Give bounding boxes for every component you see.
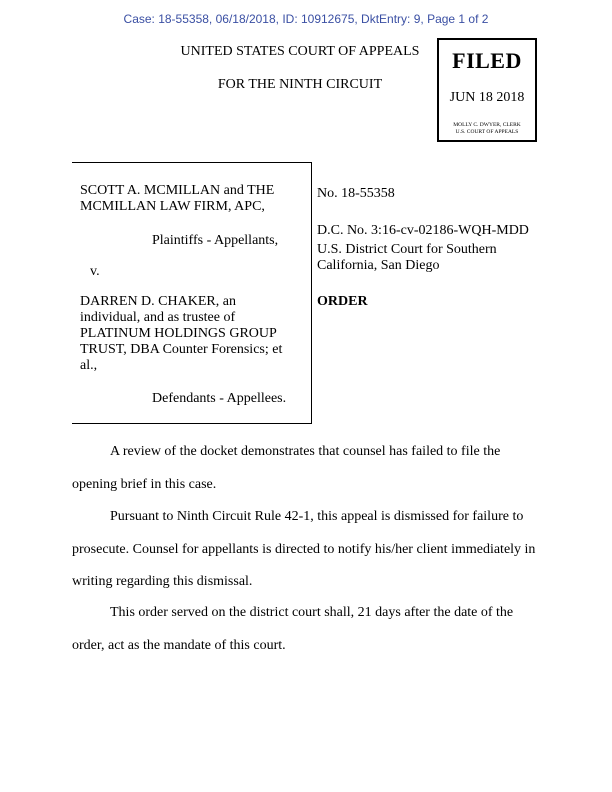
defendants-line: individual, and as trustee of (80, 310, 236, 325)
order-title: ORDER (317, 294, 368, 309)
filed-word: FILED (452, 48, 522, 73)
plaintiffs-line: MCMILLAN LAW FIRM, APC, (80, 199, 265, 214)
clerk-name: MOLLY C. DWYER, CLERK (453, 122, 521, 128)
circuit-name: FOR THE NINTH CIRCUIT (217, 77, 383, 92)
defendants-role: Defendants - Appellees. (152, 391, 287, 406)
versus-label: v. (90, 264, 100, 279)
defendants-line: DARREN D. CHAKER, an (80, 294, 236, 309)
clerk-office: U.S. COURT OF APPEALS (455, 129, 519, 135)
district-court-number: D.C. No. 3:16-cv-02186-WQH-MDD (317, 223, 529, 238)
case-caption (72, 162, 312, 424)
order-paragraph-2 (72, 501, 548, 599)
district-court-location: California, San Diego (317, 258, 440, 273)
paragraph-text: This order served on the district court shall, 21 days after the date of the order, act as the mandate of this court. (72, 605, 514, 653)
filed-date: JUN 18 2018 (449, 90, 525, 105)
plaintiffs-role: Plaintiffs - Appellants, (152, 233, 279, 248)
clerk-signature (439, 122, 535, 136)
filed-stamp (437, 38, 537, 142)
district-court-name: U.S. District Court for Southern (317, 242, 497, 257)
plaintiffs-names (80, 183, 290, 215)
paragraph-text: Pursuant to Ninth Circuit Rule 42-1, this appeal is dismissed for failure to prosecute. Counsel for appellants is directed to notify his/her client immediately in writing regarding this dismissal. (72, 509, 536, 589)
court-name: UNITED STATES COURT OF APPEALS (180, 44, 420, 59)
defendants-line: TRUST, DBA Counter Forensics; et (80, 342, 283, 357)
paragraph-text: A review of the docket demonstrates that counsel has failed to file the opening brief in this case. (72, 444, 501, 492)
docket-header-stamp: Case: 18-55358, 06/18/2018, ID: 10912675, DktEntry: 9, Page 1 of 2 (123, 12, 489, 26)
defendants-names (80, 294, 300, 374)
case-number: No. 18-55358 (317, 186, 395, 201)
defendants-line: al., (80, 358, 98, 373)
order-paragraph-3 (72, 597, 548, 662)
defendants-line: PLATINUM HOLDINGS GROUP (80, 326, 277, 341)
plaintiffs-line: SCOTT A. MCMILLAN and THE (80, 183, 275, 198)
order-paragraph-1 (72, 436, 548, 501)
